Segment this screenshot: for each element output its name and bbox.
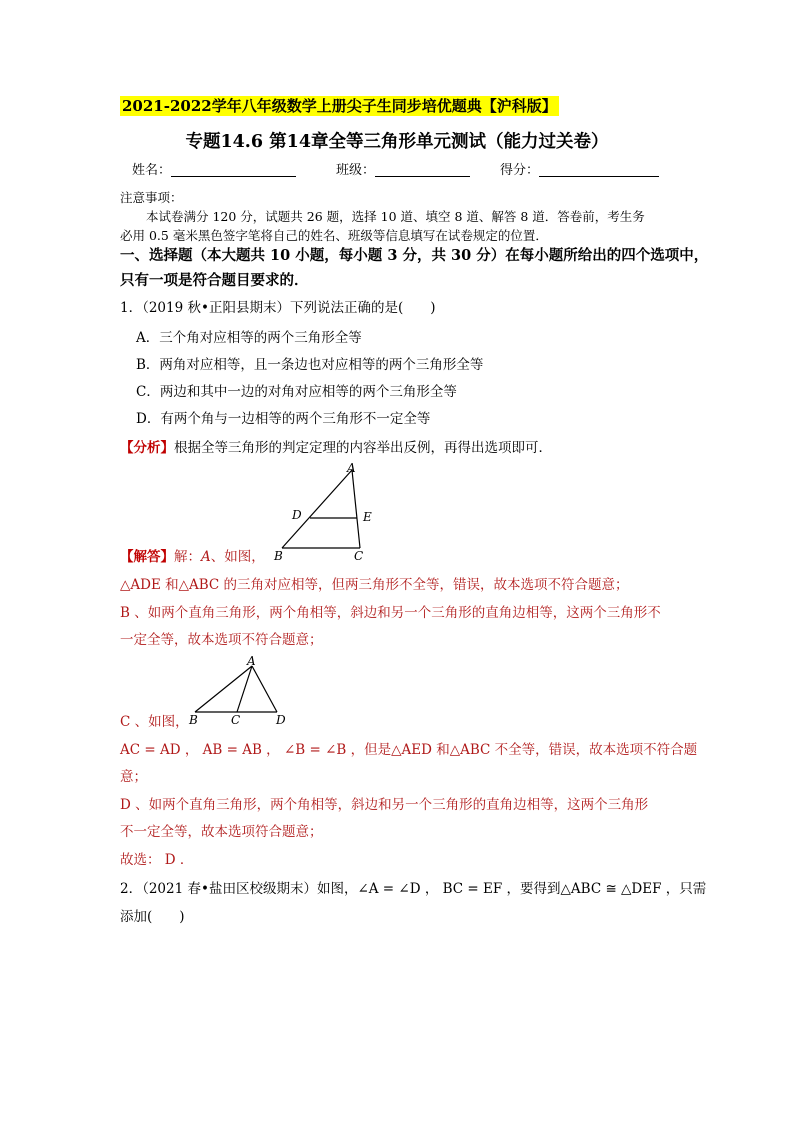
label-b: B	[189, 713, 198, 727]
q1-option-a: A．三个角对应相等的两个三角形全等	[136, 330, 362, 346]
class-field	[336, 162, 470, 180]
label-d: D	[292, 508, 302, 522]
name-label: 姓名：	[132, 163, 172, 178]
q2-line-1: 2．（2021 春•盐田区校级期末）如图，∠A = ∠D ， BC = EF ，要得到△ABC ≅ △DEF ，只需	[120, 881, 707, 897]
q1-answer-a-text: △ADE 和△ABC 的三角对应相等，但两三角形不全等，错误，故本选项不符合题意；	[120, 577, 629, 593]
section-1-line-1: 一、选择题（本大题共 10 小题，每小题 3 分，共 30 分）在每小题所给出的四个选项中，	[120, 247, 709, 264]
q1-conclusion: 故选： D ．	[120, 852, 194, 868]
segment-ab	[195, 666, 252, 712]
segment-ac	[237, 666, 252, 712]
answer-a-label: A	[201, 549, 211, 565]
q1-answer-d-line-1: D 、如两个直角三角形，两个角相等，斜边和另一个三角形的直角边相等，这两个三角形	[120, 797, 649, 813]
label-c: C	[231, 713, 241, 727]
label-e: E	[363, 510, 372, 524]
name-field	[132, 162, 296, 180]
score-field	[500, 162, 659, 180]
analysis-tag: 【分析】	[120, 440, 174, 456]
q2-line-2: 添加( )	[120, 909, 185, 925]
notes-heading: 注意事项：	[120, 190, 183, 205]
q1-option-b: B．两角对应相等，且一条边也对应相等的两个三角形全等	[136, 357, 484, 373]
class-label: 班级：	[336, 163, 376, 178]
page-title: 专题14.6 第14章全等三角形单元测试（能力过关卷）	[185, 132, 609, 152]
notes-line-1: 本试卷满分 120 分，试题共 26 题，选择 10 道、填空 8 道、解答 8 道．答卷前，考生务	[146, 209, 645, 224]
q1-stem: 1．（2019 秋•正阳县期末）下列说法正确的是( )	[120, 300, 436, 316]
figure-triangle-ade-abc	[270, 460, 380, 565]
q1-option-d: D．有两个角与一边相等的两个三角形不一定全等	[136, 411, 431, 427]
label-a: A	[247, 654, 256, 668]
q1-answer-b-line-1: B 、如两个直角三角形，两个角相等，斜边和另一个三角形的直角边相等，这两个三角形不	[120, 605, 661, 621]
score-blank	[539, 162, 659, 177]
q1-answer-d-line-2: 不一定全等，故本选项符合题意；	[120, 824, 323, 840]
analysis-text: 根据全等三角形的判定定理的内容举出反例，再得出选项即可．	[174, 440, 552, 456]
answer-prefix: 解：	[174, 549, 201, 565]
answer-tag: 【解答】	[120, 549, 174, 565]
label-c: C	[354, 549, 364, 563]
section-1-line-2: 只有一项是符合题目要求的．	[120, 272, 309, 289]
figure-triangle-abd	[185, 652, 295, 732]
name-blank	[171, 162, 296, 177]
q1-answer-a-head	[120, 547, 265, 567]
segment-ad	[252, 666, 277, 712]
q1-answer-c-label: C 、如图，	[120, 714, 189, 730]
class-blank	[375, 162, 470, 177]
q1-answer-b-line-2: 一定全等，故本选项不符合题意；	[120, 632, 323, 648]
q1-option-c: C．两边和其中一边的对角对应相等的两个三角形全等	[136, 384, 457, 400]
q1-answer-c-line-1: AC = AD ， AB = AB ， ∠B = ∠B ，但是△AED 和△ABC 不全等，错误，故本选项不符合题	[120, 742, 698, 758]
answer-a-suffix: 、如图，	[210, 549, 265, 565]
q1-answer-c-line-2: 意；	[120, 769, 147, 785]
q1-analysis	[120, 438, 552, 458]
label-b: B	[274, 549, 283, 563]
header-tag: 2021-2022学年八年级数学上册尖子生同步培优题典【沪科版】	[122, 97, 557, 115]
label-a: A	[347, 461, 356, 475]
score-label: 得分：	[500, 163, 540, 178]
label-d: D	[276, 713, 286, 727]
notes-line-2: 必用 0.5 毫米黑色签字笔将自己的姓名、班级等信息填写在试卷规定的位置．	[120, 228, 548, 243]
segment-ac	[352, 470, 360, 548]
